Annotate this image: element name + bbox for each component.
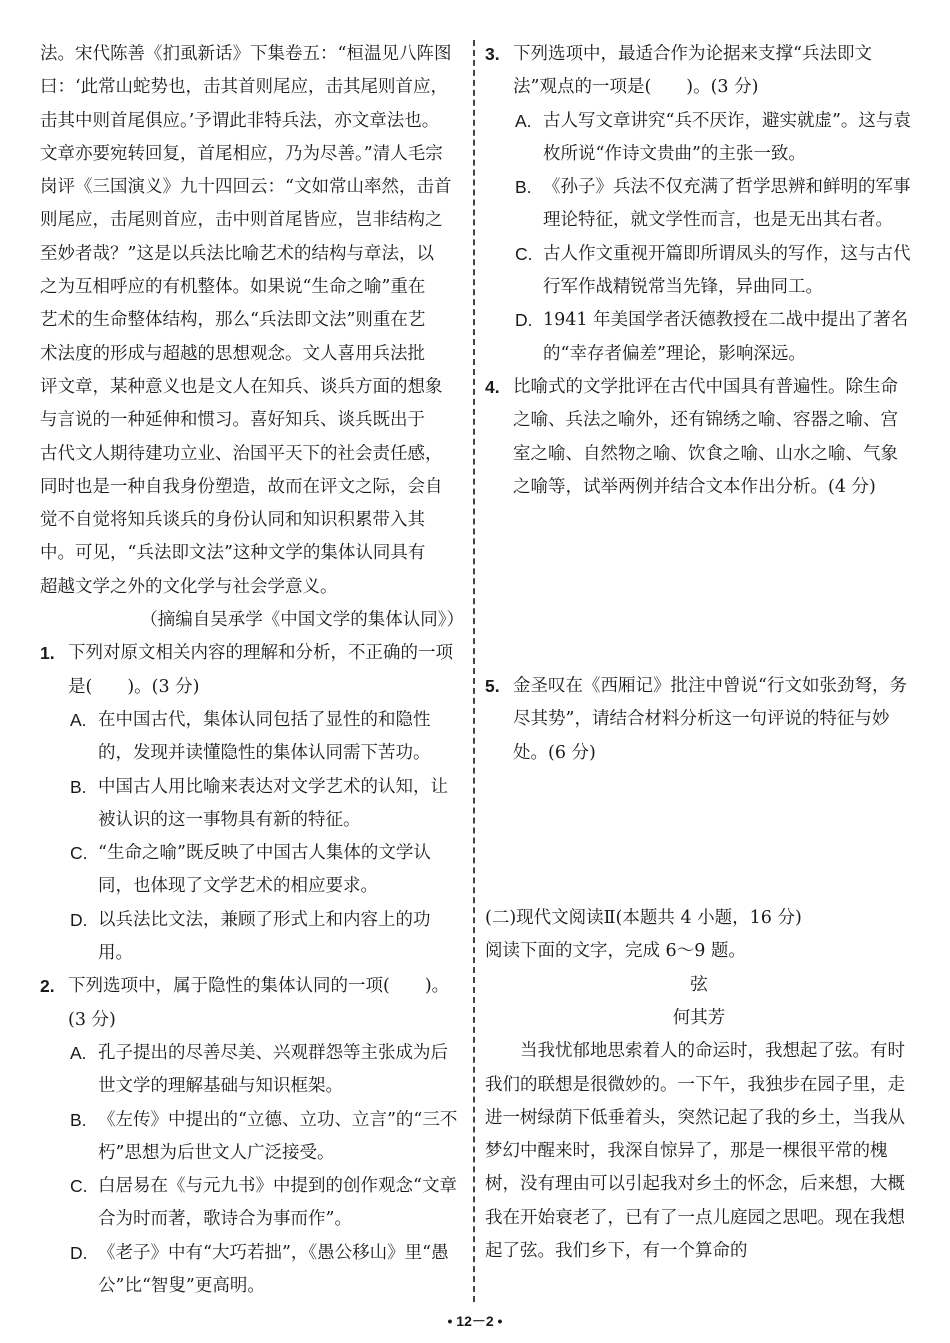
passage-line: 文章亦要宛转回复，首尾相应，乃为尽善。”清人毛宗 xyxy=(40,143,443,164)
passage-line: 古代文人期待建功立业、治国平天下的社会责任感， xyxy=(40,443,443,464)
option-label: A. xyxy=(70,709,87,730)
essay-body: 当我忧郁地思索着人的命运时，我想起了弦。有时我们的联想是很微妙的。一下午，我独步在园子里，走进一树绿荫下低垂着头，突然记起了我的乡土，当我从梦幻中醒来时，我深自惊异了，那是一棵很平常的槐树，没有理由可以引起我对乡土的怀念，后来想，大概我在开始衰老了，已有了一点儿庭园之思吧。现在我想起了弦。我们乡下，有一个算命的 xyxy=(485,1041,905,1262)
question-stem: 比喻式的文学批评在古代中国具有普遍性。除生命之喻、兵法之喻外，还有锦绣之喻、容器之喻、宫室之喻、自然物之喻、饮食之喻、山水之喻、气象之喻等，试举两例并结合文本作出分析。(4 分) xyxy=(513,376,898,497)
option-text: 白居易在《与元九书》中提到的创作观念“文章合为时而著，歌诗合为事而作”。 xyxy=(98,1176,457,1230)
option-label: B. xyxy=(70,1109,87,1130)
option-label: C. xyxy=(70,1176,88,1197)
question-number: 1. xyxy=(40,643,55,664)
option-text: 孔子提出的尽善尽美、兴观群怨等主张成为后世文学的理解基础与知识框架。 xyxy=(98,1042,448,1097)
passage-source: （摘编自吴承学《中国文学的集体认同》） xyxy=(140,610,464,631)
answer-space xyxy=(485,770,913,902)
passage-line: 中。可见，“兵法即文法”这种文学的集体认同具有 xyxy=(40,543,426,564)
option-c xyxy=(40,1170,464,1237)
section-heading: (二)现代文阅读Ⅱ(本题共 4 小题，16 分) xyxy=(485,908,802,929)
passage-line: 术法度的形成与超越的思想观念。文人喜用兵法批 xyxy=(40,343,425,364)
option-c xyxy=(40,837,464,904)
passage-line: 之为互相呼应的有机整体。如果说“生命之喻”重在 xyxy=(40,277,426,298)
option-text: 以兵法比文法，兼顾了形式上和内容上的功用。 xyxy=(98,909,431,964)
passage-line: 评文章，某种意义也是文人在知兵、谈兵方面的想象 xyxy=(40,376,443,397)
question-stem: 下列选项中，最适合作为论据来支撑“兵法即文法”观点的一项是( )。(3 分) xyxy=(513,44,872,98)
question-stem: 下列选项中，属于隐性的集体认同的一项( )。(3 分) xyxy=(68,976,450,1030)
question-number: 3. xyxy=(485,44,500,64)
section-instruction: 阅读下面的文字，完成 6～9 题。 xyxy=(485,941,746,962)
passage-line: 同时也是一种自我身份塑造，故而在评文之际，会自 xyxy=(40,476,443,497)
passage-line: 曰：‘此常山蛇势也，击其首则尾应，击其尾则首应， xyxy=(40,77,449,98)
question-2 xyxy=(40,970,464,1303)
right-column xyxy=(485,38,913,1268)
option-d xyxy=(40,1237,464,1304)
question-number: 4. xyxy=(485,376,500,397)
option-text: 《左传》中提出的“立德、立功、立言”的“三不朽”思想为后世文人广泛接受。 xyxy=(98,1109,458,1163)
option-text: 《老子》中有“大巧若拙”，《愚公移山》里“愚公”比“智叟”更高明。 xyxy=(98,1242,449,1296)
question-stem: 金圣叹在《西厢记》批注中曾说“行文如张劲弩，务尽其势”，请结合材料分析这一句评说的特征与妙处。(6 分) xyxy=(513,676,907,763)
option-text: 在中国古代，集体认同包括了显性的和隐性的，发现并读懂隐性的集体认同需下苦功。 xyxy=(98,709,431,764)
option-a xyxy=(40,704,464,771)
passage-line: 艺术的生命整体结构，那么“兵法即文法”则重在艺 xyxy=(40,310,426,331)
option-text: 《孙子》兵法不仅充满了哲学思辨和鲜明的军事理论特征，就文学性而言，也是无出其右者。 xyxy=(543,177,911,231)
question-1 xyxy=(40,637,464,970)
column-divider xyxy=(473,40,475,1302)
option-label: A. xyxy=(70,1042,87,1063)
passage-line: 法。宋代陈善《扪虱新话》下集卷五：“桓温见八阵图 xyxy=(40,44,452,64)
option-label: A. xyxy=(515,110,532,131)
page-number: • 12－2 • xyxy=(447,1313,503,1329)
option-label: B. xyxy=(515,177,532,198)
passage-line: 超越文学之外的文化学与社会学意义。 xyxy=(40,576,338,597)
option-label: D. xyxy=(515,310,533,331)
essay-author: 何其芳 xyxy=(672,1007,726,1028)
answer-space xyxy=(485,504,913,670)
option-b xyxy=(40,771,464,838)
option-text: 中国古人用比喻来表达对文学艺术的认知，让被认识的这一事物具有新的特征。 xyxy=(98,776,448,830)
question-4 xyxy=(485,371,913,504)
passage-line: 至妙者哉？”这是以兵法比喻艺术的结构与章法，以 xyxy=(40,243,434,264)
option-label: C. xyxy=(515,243,533,264)
section-2 xyxy=(485,902,913,1268)
option-d xyxy=(40,904,464,971)
left-column xyxy=(40,38,464,1303)
option-text: 1941 年美国学者沃德教授在二战中提出了著名的“幸存者偏差”理论，影响深远。 xyxy=(543,310,909,364)
passage-line: 则尾应，击尾则首应，击中则首尾皆应，岂非结构之 xyxy=(40,210,443,231)
option-label: C. xyxy=(70,843,88,864)
passage-line: 击其中则首尾俱应。’予谓此非特兵法，亦文章法也。 xyxy=(40,110,440,131)
option-label: B. xyxy=(70,776,87,797)
question-number: 5. xyxy=(485,676,500,697)
option-b xyxy=(485,171,913,238)
option-a xyxy=(40,1037,464,1104)
option-d xyxy=(485,304,913,371)
passage-line: 岗评《三国演义》九十四回云：“文如常山率然，击首 xyxy=(40,177,452,198)
option-a xyxy=(485,105,913,172)
essay-title: 弦 xyxy=(690,974,708,995)
option-text: 古人作文重视开篇即所谓凤头的写作，这与古代行军作战精锐常当先锋，异曲同工。 xyxy=(543,243,911,298)
passage-line: 与言说的一种延伸和惯习。喜好知兵、谈兵既出于 xyxy=(40,410,425,431)
option-c xyxy=(485,238,913,305)
option-label: D. xyxy=(70,909,88,930)
question-3 xyxy=(485,38,913,371)
option-label: D. xyxy=(70,1242,88,1263)
option-text: “生命之喻”既反映了中国古人集体的文学认同，也体现了文学艺术的相应要求。 xyxy=(98,843,431,897)
passage-line: 觉不自觉将知兵谈兵的身份认同和知识积累带入其 xyxy=(40,510,425,531)
question-5 xyxy=(485,670,913,770)
option-text: 古人写文章讲究“兵不厌诈，避实就虚”。这与袁枚所说“作诗文贵曲”的主张一致。 xyxy=(543,110,911,164)
option-b xyxy=(40,1104,464,1171)
passage xyxy=(40,38,464,637)
question-number: 2. xyxy=(40,976,55,997)
question-stem: 下列对原文相关内容的理解和分析，不正确的一项是( )。(3 分) xyxy=(68,643,453,697)
